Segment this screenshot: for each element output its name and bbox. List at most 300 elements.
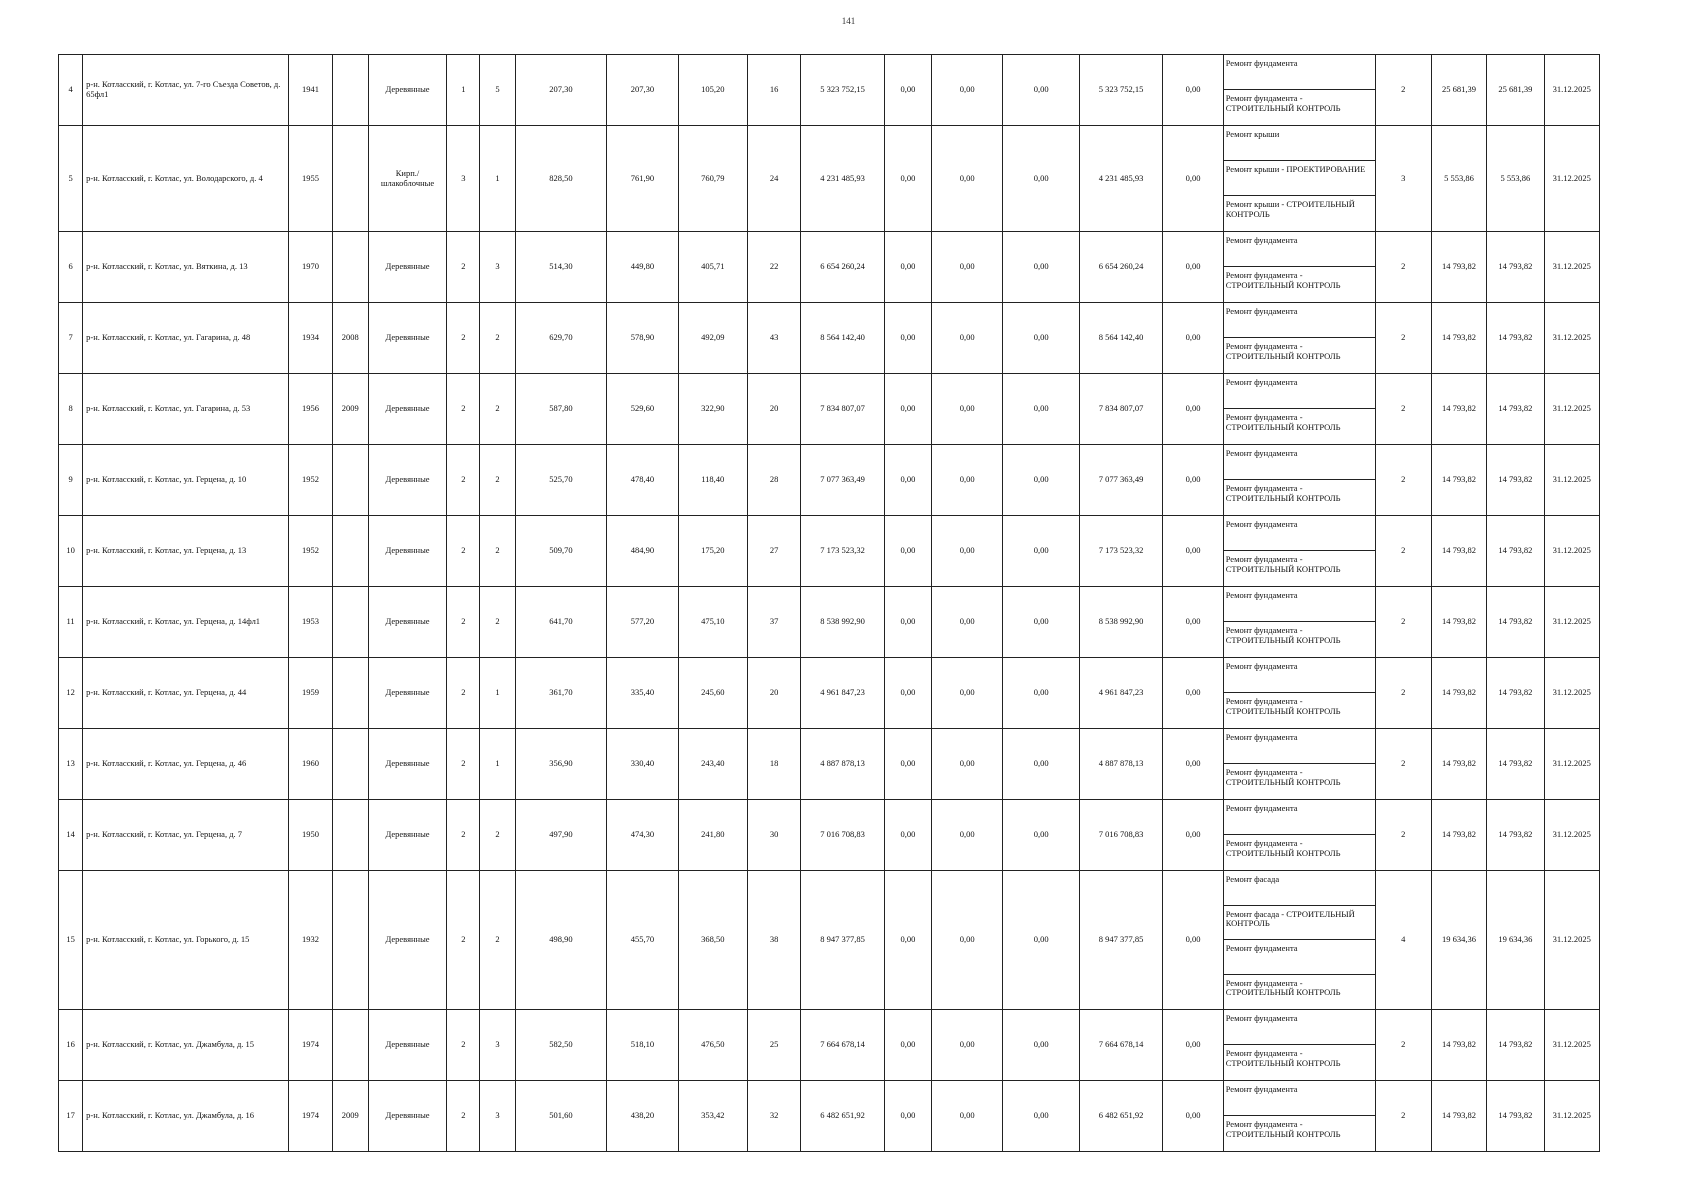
total-cost-cell: 4 231 485,93: [801, 126, 884, 232]
residential-area-cell: 175,20: [678, 516, 747, 587]
deadline-cell: 31.12.2025: [1544, 126, 1599, 232]
table-row: [59, 303, 1600, 374]
work-item: Ремонт фундамента - СТРОИТЕЛЬНЫЙ КОНТРОЛЬ: [1225, 554, 1341, 574]
works-count-cell: 2: [1375, 445, 1431, 516]
funding-cell-2: 0,00: [932, 232, 1003, 303]
page-number: 141: [841, 16, 856, 26]
table-row: [59, 587, 1600, 658]
funding-cell-1: 0,00: [884, 55, 931, 126]
wall-material-cell: Деревянные: [368, 232, 446, 303]
floors-cell: 2: [447, 658, 480, 729]
living-area-cell: 484,90: [607, 516, 678, 587]
deadline-cell: 31.12.2025: [1544, 1081, 1599, 1152]
deadline-cell: 31.12.2025: [1544, 1010, 1599, 1081]
total-cost-cell: 7 016 708,83: [801, 800, 884, 871]
residents-count-cell: 37: [747, 587, 800, 658]
funding-cell-3: 0,00: [1003, 1010, 1079, 1081]
row-number: 13: [59, 729, 83, 800]
wall-material-cell: Деревянные: [368, 516, 446, 587]
row-number: 5: [59, 126, 83, 232]
work-item: Ремонт фундамента - СТРОИТЕЛЬНЫЙ КОНТРОЛЬ: [1225, 412, 1341, 432]
funding-cell-1: 0,00: [884, 587, 931, 658]
works-count-cell: 2: [1375, 232, 1431, 303]
works-cell: [1223, 55, 1375, 126]
residential-area-cell: 245,60: [678, 658, 747, 729]
floors-cell: 2: [447, 1010, 480, 1081]
table-row: [59, 55, 1600, 126]
funding-cell-4: 0,00: [1163, 126, 1223, 232]
own-funds-cell: 6 482 651,92: [1079, 1081, 1162, 1152]
table-row: [59, 729, 1600, 800]
residents-count-cell: 24: [747, 126, 800, 232]
deadline-cell: 31.12.2025: [1544, 445, 1599, 516]
work-item: Ремонт фундамента: [1224, 232, 1375, 267]
table-row: [59, 800, 1600, 871]
wall-material-cell: Деревянные: [368, 871, 446, 1010]
own-funds-cell: 8 947 377,85: [1079, 871, 1162, 1010]
work-item: Ремонт фундамента - СТРОИТЕЛЬНЫЙ КОНТРОЛЬ: [1225, 696, 1341, 716]
funding-cell-1: 0,00: [884, 445, 931, 516]
floors-cell: 2: [447, 871, 480, 1010]
own-funds-cell: 4 961 847,23: [1079, 658, 1162, 729]
living-area-cell: 577,20: [607, 587, 678, 658]
funding-cell-1: 0,00: [884, 658, 931, 729]
row-number: 4: [59, 55, 83, 126]
table-row: [59, 374, 1600, 445]
funding-cell-4: 0,00: [1163, 303, 1223, 374]
year-built-cell: 1960: [289, 729, 332, 800]
deadline-cell: 31.12.2025: [1544, 516, 1599, 587]
year-built-cell: 1941: [289, 55, 332, 126]
works-count-cell: 2: [1375, 587, 1431, 658]
residents-count-cell: 28: [747, 445, 800, 516]
total-cost-cell: 5 323 752,15: [801, 55, 884, 126]
own-funds-cell: 8 538 992,90: [1079, 587, 1162, 658]
funding-cell-4: 0,00: [1163, 232, 1223, 303]
own-funds-cell: 4 231 485,93: [1079, 126, 1162, 232]
works-cell: [1223, 871, 1375, 1010]
living-area-cell: 474,30: [607, 800, 678, 871]
funding-cell-4: 0,00: [1163, 1081, 1223, 1152]
funding-cell-3: 0,00: [1003, 445, 1079, 516]
funding-cell-1: 0,00: [884, 1081, 931, 1152]
work-item: Ремонт фундамента - СТРОИТЕЛЬНЫЙ КОНТРОЛЬ: [1225, 625, 1341, 645]
funding-cell-4: 0,00: [1163, 587, 1223, 658]
year-built-cell: 1970: [289, 232, 332, 303]
unit-cost-cell: 14 793,82: [1431, 587, 1486, 658]
deadline-cell: 31.12.2025: [1544, 658, 1599, 729]
funding-cell-2: 0,00: [932, 658, 1003, 729]
funding-cell-4: 0,00: [1163, 800, 1223, 871]
unit-limit-cell: 14 793,82: [1487, 1010, 1544, 1081]
address-cell: р-н. Котласский, г. Котлас, ул. Герцена, д. 14фл1: [83, 587, 289, 658]
works-cell: [1223, 800, 1375, 871]
funding-cell-4: 0,00: [1163, 1010, 1223, 1081]
year-renovated-cell: 2009: [332, 374, 368, 445]
work-item: Ремонт фасада: [1224, 871, 1375, 906]
work-item: Ремонт фундамента - СТРОИТЕЛЬНЫЙ КОНТРОЛЬ: [1225, 341, 1341, 361]
unit-limit-cell: 14 793,82: [1487, 445, 1544, 516]
year-renovated-cell: [332, 516, 368, 587]
row-number: 15: [59, 871, 83, 1010]
work-item: Ремонт фундамента: [1224, 55, 1375, 90]
work-item: Ремонт фундамента - СТРОИТЕЛЬНЫЙ КОНТРОЛЬ: [1225, 270, 1341, 290]
year-built-cell: 1952: [289, 445, 332, 516]
works-cell: [1223, 232, 1375, 303]
funding-cell-2: 0,00: [932, 445, 1003, 516]
wall-material-cell: Деревянные: [368, 1081, 446, 1152]
works-cell: [1223, 729, 1375, 800]
work-item: Ремонт фасада - СТРОИТЕЛЬНЫЙ КОНТРОЛЬ: [1224, 906, 1375, 941]
funding-cell-3: 0,00: [1003, 658, 1079, 729]
entrances-cell: 2: [480, 587, 515, 658]
year-renovated-cell: [332, 445, 368, 516]
funding-cell-1: 0,00: [884, 871, 931, 1010]
funding-cell-3: 0,00: [1003, 871, 1079, 1010]
funding-cell-1: 0,00: [884, 729, 931, 800]
residents-count-cell: 25: [747, 1010, 800, 1081]
entrances-cell: 2: [480, 374, 515, 445]
address-cell: р-н. Котласский, г. Котлас, ул. Джамбула, д. 16: [83, 1081, 289, 1152]
unit-limit-cell: 25 681,39: [1487, 55, 1544, 126]
year-built-cell: 1956: [289, 374, 332, 445]
table-row: [59, 1010, 1600, 1081]
row-number: 16: [59, 1010, 83, 1081]
year-renovated-cell: [332, 126, 368, 232]
total-cost-cell: 6 482 651,92: [801, 1081, 884, 1152]
residential-area-cell: 475,10: [678, 587, 747, 658]
housing-repair-table: [58, 54, 1600, 1152]
address-cell: р-н. Котласский, г. Котлас, ул. Горького, д. 15: [83, 871, 289, 1010]
residents-count-cell: 20: [747, 374, 800, 445]
own-funds-cell: 6 654 260,24: [1079, 232, 1162, 303]
funding-cell-4: 0,00: [1163, 658, 1223, 729]
work-item: Ремонт крыши - ПРОЕКТИРОВАНИЕ: [1224, 161, 1375, 196]
living-area-cell: 335,40: [607, 658, 678, 729]
entrances-cell: 3: [480, 1081, 515, 1152]
funding-cell-3: 0,00: [1003, 303, 1079, 374]
address-cell: р-н. Котласский, г. Котлас, ул. Герцена, д. 10: [83, 445, 289, 516]
unit-cost-cell: 14 793,82: [1431, 729, 1486, 800]
year-renovated-cell: [332, 232, 368, 303]
unit-limit-cell: 14 793,82: [1487, 516, 1544, 587]
total-cost-cell: 6 654 260,24: [801, 232, 884, 303]
entrances-cell: 5: [480, 55, 515, 126]
work-item: Ремонт фундамента: [1224, 1081, 1375, 1116]
funding-cell-2: 0,00: [932, 126, 1003, 232]
works-count-cell: 2: [1375, 303, 1431, 374]
wall-material-cell: Деревянные: [368, 445, 446, 516]
table-row: [59, 445, 1600, 516]
works-cell: [1223, 126, 1375, 232]
year-built-cell: 1953: [289, 587, 332, 658]
works-count-cell: 3: [1375, 126, 1431, 232]
address-cell: р-н. Котласский, г. Котлас, ул. Герцена, д. 7: [83, 800, 289, 871]
funding-cell-2: 0,00: [932, 1010, 1003, 1081]
funding-cell-2: 0,00: [932, 303, 1003, 374]
floors-cell: 2: [447, 232, 480, 303]
total-area-cell: 361,70: [515, 658, 607, 729]
work-item: Ремонт фундамента: [1224, 1010, 1375, 1045]
year-built-cell: 1952: [289, 516, 332, 587]
wall-material-cell: Деревянные: [368, 55, 446, 126]
entrances-cell: 3: [480, 232, 515, 303]
works-cell: [1223, 303, 1375, 374]
funding-cell-4: 0,00: [1163, 516, 1223, 587]
wall-material-cell: Деревянные: [368, 1010, 446, 1081]
unit-cost-cell: 14 793,82: [1431, 1081, 1486, 1152]
funding-cell-3: 0,00: [1003, 232, 1079, 303]
row-number: 6: [59, 232, 83, 303]
funding-cell-2: 0,00: [932, 800, 1003, 871]
funding-cell-4: 0,00: [1163, 55, 1223, 126]
total-area-cell: 509,70: [515, 516, 607, 587]
works-count-cell: 2: [1375, 658, 1431, 729]
living-area-cell: 761,90: [607, 126, 678, 232]
work-item: Ремонт фундамента - СТРОИТЕЛЬНЫЙ КОНТРОЛЬ: [1225, 977, 1341, 998]
floors-cell: 2: [447, 374, 480, 445]
total-cost-cell: 8 564 142,40: [801, 303, 884, 374]
funding-cell-1: 0,00: [884, 374, 931, 445]
year-renovated-cell: [332, 587, 368, 658]
own-funds-cell: 4 887 878,13: [1079, 729, 1162, 800]
own-funds-cell: 7 664 678,14: [1079, 1010, 1162, 1081]
own-funds-cell: 7 173 523,32: [1079, 516, 1162, 587]
unit-limit-cell: 14 793,82: [1487, 587, 1544, 658]
funding-cell-2: 0,00: [932, 1081, 1003, 1152]
total-area-cell: 641,70: [515, 587, 607, 658]
floors-cell: 3: [447, 126, 480, 232]
row-number: 14: [59, 800, 83, 871]
residents-count-cell: 30: [747, 800, 800, 871]
address-cell: р-н. Котласский, г. Котлас, ул. Герцена, д. 46: [83, 729, 289, 800]
total-cost-cell: 8 538 992,90: [801, 587, 884, 658]
works-cell: [1223, 1081, 1375, 1152]
work-item: Ремонт фундамента - СТРОИТЕЛЬНЫЙ КОНТРОЛЬ: [1225, 1048, 1341, 1068]
year-renovated-cell: [332, 729, 368, 800]
residential-area-cell: 492,09: [678, 303, 747, 374]
unit-cost-cell: 25 681,39: [1431, 55, 1486, 126]
work-item: Ремонт фундамента - СТРОИТЕЛЬНЫЙ КОНТРОЛЬ: [1225, 483, 1341, 503]
year-built-cell: 1934: [289, 303, 332, 374]
table-row: [59, 516, 1600, 587]
unit-limit-cell: 14 793,82: [1487, 658, 1544, 729]
works-count-cell: 2: [1375, 1010, 1431, 1081]
entrances-cell: 3: [480, 1010, 515, 1081]
floors-cell: 2: [447, 445, 480, 516]
residential-area-cell: 241,80: [678, 800, 747, 871]
year-renovated-cell: [332, 55, 368, 126]
residents-count-cell: 27: [747, 516, 800, 587]
work-item: Ремонт фундамента: [1224, 658, 1375, 693]
address-cell: р-н. Котласский, г. Котлас, ул. Володарского, д. 4: [83, 126, 289, 232]
year-built-cell: 1955: [289, 126, 332, 232]
own-funds-cell: 7 016 708,83: [1079, 800, 1162, 871]
unit-limit-cell: 14 793,82: [1487, 374, 1544, 445]
entrances-cell: 2: [480, 516, 515, 587]
deadline-cell: 31.12.2025: [1544, 587, 1599, 658]
year-renovated-cell: [332, 658, 368, 729]
total-area-cell: 356,90: [515, 729, 607, 800]
work-item: Ремонт фундамента - СТРОИТЕЛЬНЫЙ КОНТРОЛЬ: [1225, 838, 1341, 858]
address-cell: р-н. Котласский, г. Котлас, ул. Гагарина, д. 53: [83, 374, 289, 445]
living-area-cell: 578,90: [607, 303, 678, 374]
funding-cell-4: 0,00: [1163, 445, 1223, 516]
funding-cell-2: 0,00: [932, 516, 1003, 587]
address-cell: р-н. Котласский, г. Котлас, ул. Вяткина, д. 13: [83, 232, 289, 303]
work-item: Ремонт фундамента - СТРОИТЕЛЬНЫЙ КОНТРОЛЬ: [1225, 1119, 1341, 1139]
entrances-cell: 2: [480, 445, 515, 516]
works-count-cell: 2: [1375, 55, 1431, 126]
own-funds-cell: 7 077 363,49: [1079, 445, 1162, 516]
residents-count-cell: 22: [747, 232, 800, 303]
funding-cell-4: 0,00: [1163, 374, 1223, 445]
row-number: 8: [59, 374, 83, 445]
work-item: Ремонт фундамента: [1224, 800, 1375, 835]
deadline-cell: 31.12.2025: [1544, 303, 1599, 374]
funding-cell-3: 0,00: [1003, 126, 1079, 232]
unit-limit-cell: 14 793,82: [1487, 303, 1544, 374]
total-area-cell: 497,90: [515, 800, 607, 871]
work-item: Ремонт фундамента: [1224, 729, 1375, 764]
wall-material-cell: Деревянные: [368, 729, 446, 800]
funding-cell-1: 0,00: [884, 800, 931, 871]
residential-area-cell: 368,50: [678, 871, 747, 1010]
residents-count-cell: 43: [747, 303, 800, 374]
total-area-cell: 525,70: [515, 445, 607, 516]
work-item: Ремонт фундамента: [1224, 303, 1375, 338]
total-cost-cell: 7 664 678,14: [801, 1010, 884, 1081]
living-area-cell: 518,10: [607, 1010, 678, 1081]
year-renovated-cell: 2008: [332, 303, 368, 374]
own-funds-cell: 5 323 752,15: [1079, 55, 1162, 126]
living-area-cell: 478,40: [607, 445, 678, 516]
living-area-cell: 449,80: [607, 232, 678, 303]
unit-cost-cell: 14 793,82: [1431, 516, 1486, 587]
unit-limit-cell: 14 793,82: [1487, 1081, 1544, 1152]
residential-area-cell: 243,40: [678, 729, 747, 800]
work-item: Ремонт фундамента: [1224, 445, 1375, 480]
living-area-cell: 455,70: [607, 871, 678, 1010]
residential-area-cell: 105,20: [678, 55, 747, 126]
deadline-cell: 31.12.2025: [1544, 374, 1599, 445]
residential-area-cell: 322,90: [678, 374, 747, 445]
unit-cost-cell: 14 793,82: [1431, 658, 1486, 729]
residential-area-cell: 760,79: [678, 126, 747, 232]
year-built-cell: 1932: [289, 871, 332, 1010]
works-count-cell: 4: [1375, 871, 1431, 1010]
funding-cell-1: 0,00: [884, 232, 931, 303]
funding-cell-3: 0,00: [1003, 1081, 1079, 1152]
works-cell: [1223, 445, 1375, 516]
floors-cell: 2: [447, 516, 480, 587]
work-item: Ремонт крыши: [1224, 126, 1375, 161]
unit-cost-cell: 14 793,82: [1431, 374, 1486, 445]
year-renovated-cell: 2009: [332, 1081, 368, 1152]
total-area-cell: 828,50: [515, 126, 607, 232]
entrances-cell: 2: [480, 871, 515, 1010]
entrances-cell: 1: [480, 126, 515, 232]
year-renovated-cell: [332, 800, 368, 871]
living-area-cell: 207,30: [607, 55, 678, 126]
work-item: Ремонт крыши - СТРОИТЕЛЬНЫЙ КОНТРОЛЬ: [1225, 199, 1355, 219]
works-count-cell: 2: [1375, 729, 1431, 800]
address-cell: р-н. Котласский, г. Котлас, ул. Джамбула, д. 15: [83, 1010, 289, 1081]
entrances-cell: 2: [480, 800, 515, 871]
address-cell: р-н. Котласский, г. Котлас, ул. 7-го Съезда Советов, д. 65фл1: [83, 55, 289, 126]
total-area-cell: 498,90: [515, 871, 607, 1010]
works-count-cell: 2: [1375, 1081, 1431, 1152]
work-item: Ремонт фундамента - СТРОИТЕЛЬНЫЙ КОНТРОЛЬ: [1225, 93, 1341, 113]
funding-cell-3: 0,00: [1003, 516, 1079, 587]
table-row: [59, 658, 1600, 729]
funding-cell-1: 0,00: [884, 126, 931, 232]
funding-cell-2: 0,00: [932, 55, 1003, 126]
floors-cell: 2: [447, 800, 480, 871]
year-built-cell: 1950: [289, 800, 332, 871]
total-area-cell: 582,50: [515, 1010, 607, 1081]
funding-cell-3: 0,00: [1003, 729, 1079, 800]
deadline-cell: 31.12.2025: [1544, 871, 1599, 1010]
entrances-cell: 1: [480, 729, 515, 800]
residential-area-cell: 353,42: [678, 1081, 747, 1152]
works-cell: [1223, 516, 1375, 587]
floors-cell: 2: [447, 303, 480, 374]
unit-limit-cell: 14 793,82: [1487, 800, 1544, 871]
total-cost-cell: 7 834 807,07: [801, 374, 884, 445]
unit-limit-cell: 14 793,82: [1487, 729, 1544, 800]
floors-cell: 2: [447, 1081, 480, 1152]
row-number: 7: [59, 303, 83, 374]
works-cell: [1223, 587, 1375, 658]
total-cost-cell: 7 173 523,32: [801, 516, 884, 587]
row-number: 9: [59, 445, 83, 516]
total-cost-cell: 4 887 878,13: [801, 729, 884, 800]
total-cost-cell: 8 947 377,85: [801, 871, 884, 1010]
funding-cell-1: 0,00: [884, 516, 931, 587]
floors-cell: 1: [447, 55, 480, 126]
wall-material-cell: Кирп./ шлакоблочные: [368, 126, 446, 232]
unit-limit-cell: 14 793,82: [1487, 232, 1544, 303]
total-area-cell: 587,80: [515, 374, 607, 445]
year-built-cell: 1974: [289, 1081, 332, 1152]
residents-count-cell: 16: [747, 55, 800, 126]
deadline-cell: 31.12.2025: [1544, 55, 1599, 126]
unit-limit-cell: 19 634,36: [1487, 871, 1544, 1010]
row-number: 10: [59, 516, 83, 587]
wall-material-cell: Деревянные: [368, 800, 446, 871]
works-count-cell: 2: [1375, 516, 1431, 587]
funding-cell-4: 0,00: [1163, 871, 1223, 1010]
residents-count-cell: 32: [747, 1081, 800, 1152]
living-area-cell: 438,20: [607, 1081, 678, 1152]
deadline-cell: 31.12.2025: [1544, 729, 1599, 800]
year-built-cell: 1974: [289, 1010, 332, 1081]
works-cell: [1223, 1010, 1375, 1081]
funding-cell-3: 0,00: [1003, 587, 1079, 658]
total-cost-cell: 7 077 363,49: [801, 445, 884, 516]
wall-material-cell: Деревянные: [368, 587, 446, 658]
residents-count-cell: 20: [747, 658, 800, 729]
entrances-cell: 2: [480, 303, 515, 374]
residents-count-cell: 38: [747, 871, 800, 1010]
wall-material-cell: Деревянные: [368, 658, 446, 729]
table-row: [59, 232, 1600, 303]
wall-material-cell: Деревянные: [368, 303, 446, 374]
total-area-cell: 501,60: [515, 1081, 607, 1152]
address-cell: р-н. Котласский, г. Котлас, ул. Гагарина, д. 48: [83, 303, 289, 374]
address-cell: р-н. Котласский, г. Котлас, ул. Герцена, д. 44: [83, 658, 289, 729]
